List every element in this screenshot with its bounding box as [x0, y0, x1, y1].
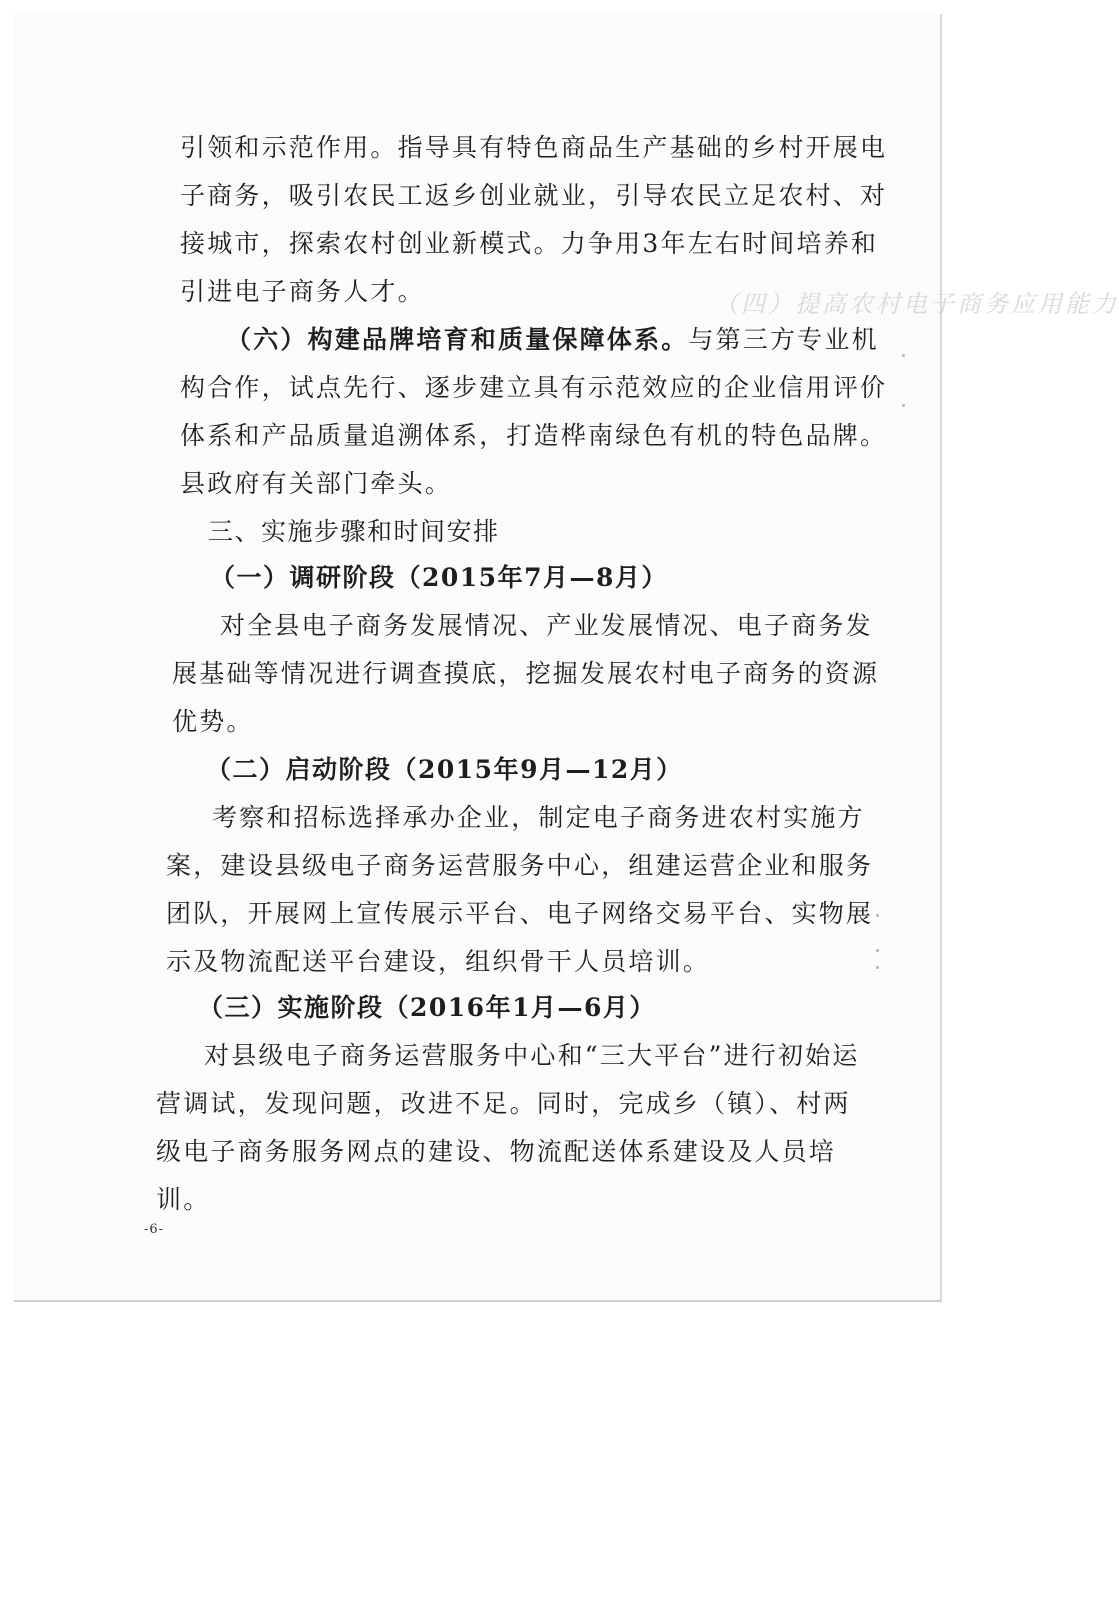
- document-page: [14, 14, 1119, 1302]
- subheading-research-phase: （一）调研阶段（2015年7月—8月）: [210, 563, 668, 592]
- text-line-6: 体系和产品质量追溯体系，打造桦南绿色有机的特色品牌。: [180, 421, 888, 450]
- section-heading: 三、实施步骤和时间安排: [208, 517, 500, 546]
- text-line-14: 示及物流配送平台建设，组织骨干人员培训。: [166, 947, 711, 976]
- text-line-15: 对县级电子商务运营服务中心和“三大平台”进行初始运: [204, 1041, 860, 1070]
- scan-speck: [902, 354, 905, 357]
- text-line-10: 优势。: [172, 707, 254, 736]
- paragraph-6-text: 与第三方专业机: [688, 325, 879, 354]
- bleed-through-text: （四）提高农村电子商务应用能力: [714, 290, 1119, 318]
- text-line-12: 案，建设县级电子商务运营服务中心，组建运营企业和服务: [166, 851, 874, 880]
- text-line-18: 训。: [156, 1185, 211, 1214]
- text-line-11: 考察和招标选择承办企业，制定电子商务进农村实施方: [212, 803, 865, 832]
- scan-speck: [876, 949, 879, 952]
- text-line-9: 展基础等情况进行调查摸底，挖掘发展农村电子商务的资源: [172, 659, 880, 688]
- subheading-implementation-phase: （三）实施阶段（2016年1月—6月）: [198, 993, 656, 1022]
- paragraph-6-heading: （六）构建品牌培育和质量保障体系。: [226, 325, 689, 354]
- scan-speck: [902, 404, 905, 407]
- scan-speck: [876, 914, 879, 917]
- text-line-3: 接城市，探索农村创业新模式。力争用3年左右时间培养和: [180, 229, 879, 258]
- text-line-5: 构合作，试点先行、逐步建立具有示范效应的企业信用评价: [180, 373, 888, 402]
- page-number: -6-: [144, 1222, 165, 1237]
- text-line-8: 对全县电子商务发展情况、产业发展情况、电子商务发: [220, 611, 873, 640]
- text-line-16: 营调试，发现问题，改进不足。同时，完成乡（镇）、村两: [156, 1089, 851, 1118]
- text-line-4: 引进电子商务人才。: [180, 277, 425, 306]
- text-line-17: 级电子商务服务网点的建设、物流配送体系建设及人员培: [156, 1137, 837, 1166]
- scan-speck: [876, 966, 879, 969]
- paragraph-6-first-line: [226, 324, 879, 356]
- text-line-13: 团队，开展网上宣传展示平台、电子网络交易平台、实物展: [166, 899, 874, 928]
- subheading-launch-phase: （二）启动阶段（2015年9月—12月）: [206, 755, 683, 784]
- text-line-7: 县政府有关部门牵头。: [180, 469, 453, 498]
- text-line-2: 子商务，吸引农民工返乡创业就业，引导农民立足农村、对: [180, 181, 888, 210]
- text-line-1: 引领和示范作用。指导具有特色商品生产基础的乡村开展电: [180, 133, 888, 162]
